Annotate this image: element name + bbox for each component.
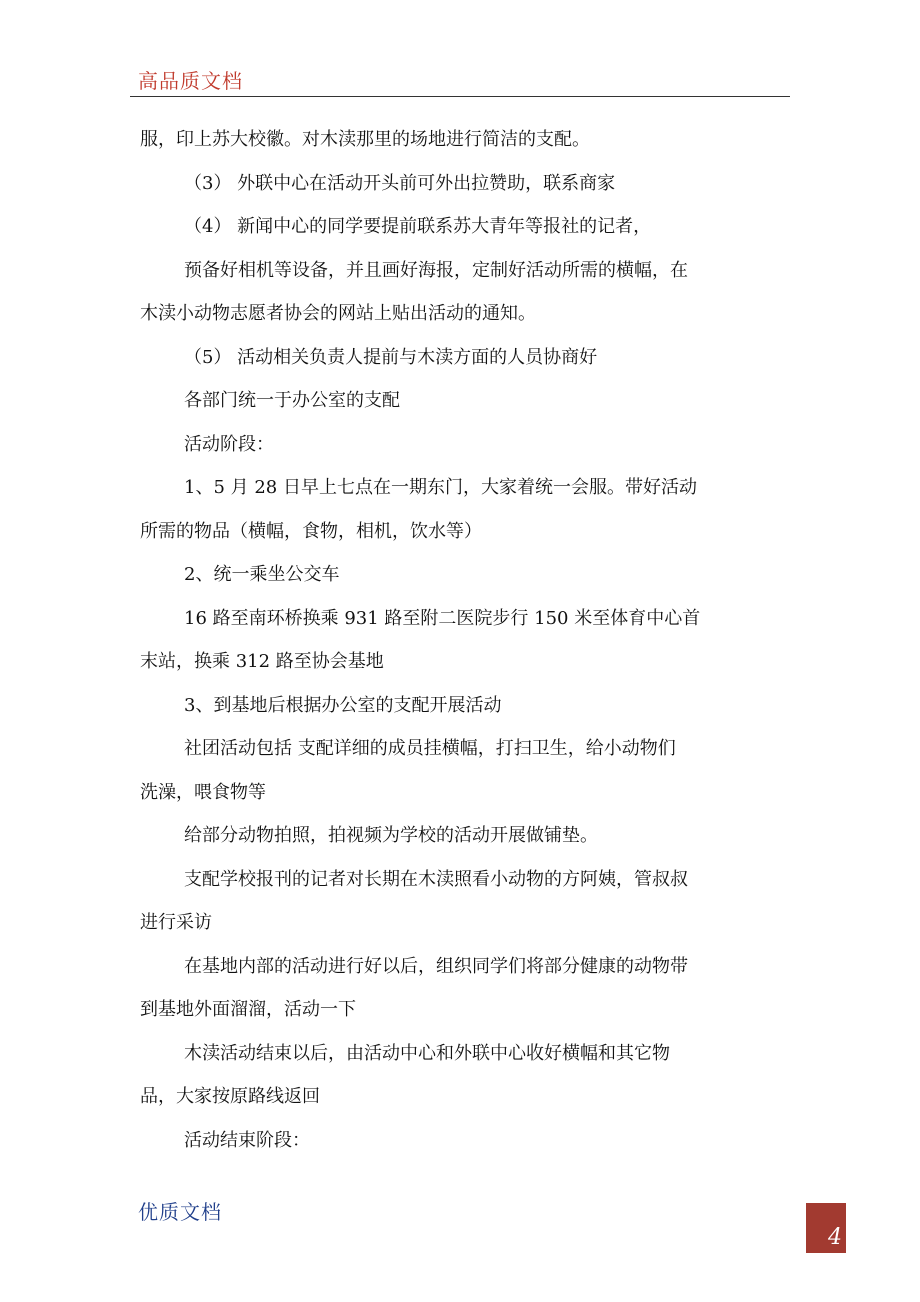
body-line: 品，大家按原路线返回 (140, 1086, 320, 1107)
body-line: 支配学校报刊的记者对长期在木渎照看小动物的方阿姨，管叔叔 (184, 868, 688, 890)
body-line: 进行采访 (140, 912, 212, 933)
body-line: （5） 活动相关负责人提前与木渎方面的人员协商好 (184, 346, 598, 368)
footer-title: 优质文档 (138, 1200, 222, 1224)
body-line: 活动结束阶段： (184, 1129, 310, 1151)
body-line: 预备好相机等设备，并且画好海报，定制好活动所需的横幅，在 (184, 259, 688, 281)
body-line: 服，印上苏大校徽。对木渎那里的场地进行简洁的支配。 (140, 129, 590, 150)
body-line: 在基地内部的活动进行好以后，组织同学们将部分健康的动物带 (184, 955, 688, 977)
body-line: 2、统一乘坐公交车 (184, 564, 340, 585)
body-line: 各部门统一于办公室的支配 (184, 390, 400, 411)
body-line: 社团活动包括 支配详细的成员挂横幅，打扫卫生，给小动物们 (184, 738, 676, 759)
body-line: 所需的物品（横幅，食物，相机，饮水等） (140, 520, 482, 542)
header-title: 高品质文档 (138, 69, 243, 93)
document-body (140, 118, 800, 1162)
header-divider (130, 96, 790, 97)
body-line: 16 路至南环桥换乘 931 路至附二医院步行 150 米至体育中心首 (184, 607, 701, 629)
page-number: 4 (828, 1225, 842, 1250)
body-line: 到基地外面溜溜，活动一下 (140, 999, 356, 1020)
body-line: （4） 新闻中心的同学要提前联系苏大青年等报社的记者， (184, 216, 652, 237)
body-line: 末站，换乘 312 路至协会基地 (140, 651, 384, 672)
body-line: 木渎小动物志愿者协会的网站上贴出活动的通知。 (140, 303, 536, 324)
body-line: （3） 外联中心在活动开头前可外出拉赞助，联系商家 (184, 172, 616, 194)
body-line: 木渎活动结束以后，由活动中心和外联中心收好横幅和其它物 (184, 1042, 670, 1064)
page-number-badge (806, 1203, 846, 1253)
body-line: 洗澡，喂食物等 (140, 781, 266, 803)
body-line: 3、到基地后根据办公室的支配开展活动 (184, 694, 502, 716)
body-line: 1、5 月 28 日早上七点在一期东门，大家着统一会服。带好活动 (184, 477, 697, 498)
body-line: 活动阶段： (184, 433, 274, 455)
body-line: 给部分动物拍照，拍视频为学校的活动开展做铺垫。 (184, 825, 598, 846)
